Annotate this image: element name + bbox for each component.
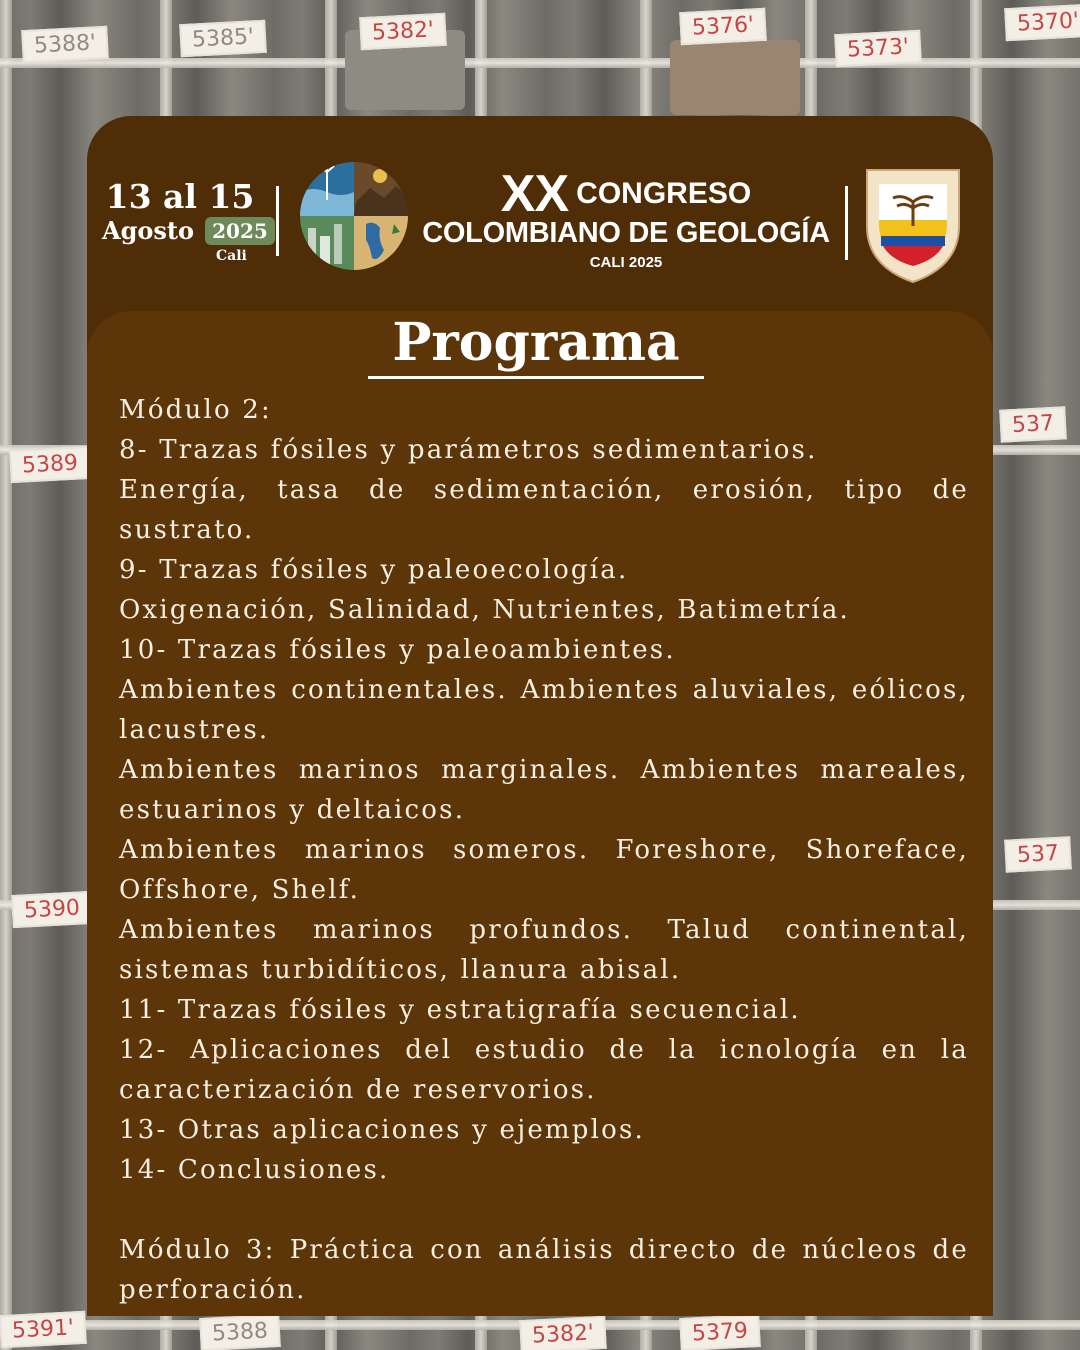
event-days: 13 al 15 (105, 177, 255, 216)
depth-label: 5382' (519, 1316, 607, 1350)
event-city: Cali (216, 248, 247, 264)
congress-subtitle: COLOMBIANO DE GEOLOGÍA (422, 217, 830, 250)
core-rock (670, 40, 800, 115)
depth-label: 5379 (679, 1314, 761, 1350)
depth-label: 5390 (11, 891, 93, 928)
depth-label: 5373' (834, 30, 922, 67)
society-shield-icon (863, 166, 963, 284)
program-line: Energía, tasa de sedimentación, erosión, tipo de sustrato. (119, 475, 969, 545)
program-line: 11- Trazas fósiles y estratigrafía secuencial. (119, 995, 801, 1025)
depth-label: 5388' (21, 26, 109, 63)
event-year-badge: 2025 (205, 217, 275, 245)
program-line: 12- Aplicaciones del estudio de la icnología en la caracterización de reservorios. (119, 1035, 969, 1105)
program-line: 9- Trazas fósiles y paleoecología. (119, 555, 629, 585)
program-line: Ambientes marinos profundos. Talud continental, sistemas turbidíticos, llanura abisal. (119, 915, 969, 985)
core-box-divider (0, 0, 12, 1350)
program-line: Ambientes continentales. Ambientes aluviales, eólicos, lacustres. (119, 675, 969, 745)
program-line: 8- Trazas fósiles y parámetros sedimentarios. (119, 435, 818, 465)
congress-edition: XX (500, 165, 569, 223)
header-divider (845, 186, 848, 260)
congress-title-row (410, 166, 842, 222)
congress-logo (300, 162, 408, 270)
depth-label: 5389 (9, 446, 91, 483)
depth-label: 5376' (679, 8, 767, 45)
depth-label: 5382' (359, 13, 447, 50)
header-divider (276, 186, 279, 256)
program-content (119, 390, 969, 1310)
event-date (100, 177, 268, 264)
congress-logo-icon (300, 162, 408, 270)
society-shield (863, 166, 963, 284)
congress-name (410, 166, 842, 274)
depth-label: 5385' (179, 20, 267, 57)
event-month: Agosto (102, 216, 195, 245)
program-line: Ambientes marinos marginales. Ambientes mareales, estuarinos y deltaicos. (119, 755, 969, 825)
title-underline (368, 376, 704, 379)
module-3-line: Módulo 3: Práctica con análisis directo de núcleos de perforación. (119, 1235, 969, 1305)
depth-label: 537 (999, 406, 1067, 442)
program-line: 13- Otras aplicaciones y ejemplos. (119, 1115, 646, 1145)
program-line: Ambientes marinos someros. Foreshore, Shoreface, Offshore, Shelf. (119, 835, 969, 905)
program-line: Oxigenación, Salinidad, Nutrientes, Batimetría. (119, 595, 850, 625)
congress-location: CALI 2025 (589, 254, 663, 272)
depth-label: 5370' (1004, 4, 1080, 41)
program-line: 10- Trazas fósiles y paleoambientes. (119, 635, 676, 665)
program-line: Módulo 2: (119, 395, 272, 425)
depth-label: 5388 (199, 1314, 281, 1350)
congress-word: CONGRESO (576, 177, 752, 210)
program-line: 14- Conclusiones. (119, 1155, 390, 1185)
page-title: Programa (392, 312, 680, 373)
section-spacer (119, 1190, 969, 1230)
event-month-row (102, 216, 275, 245)
depth-label: 5391' (0, 1311, 87, 1348)
depth-label: 537 (1004, 836, 1072, 872)
